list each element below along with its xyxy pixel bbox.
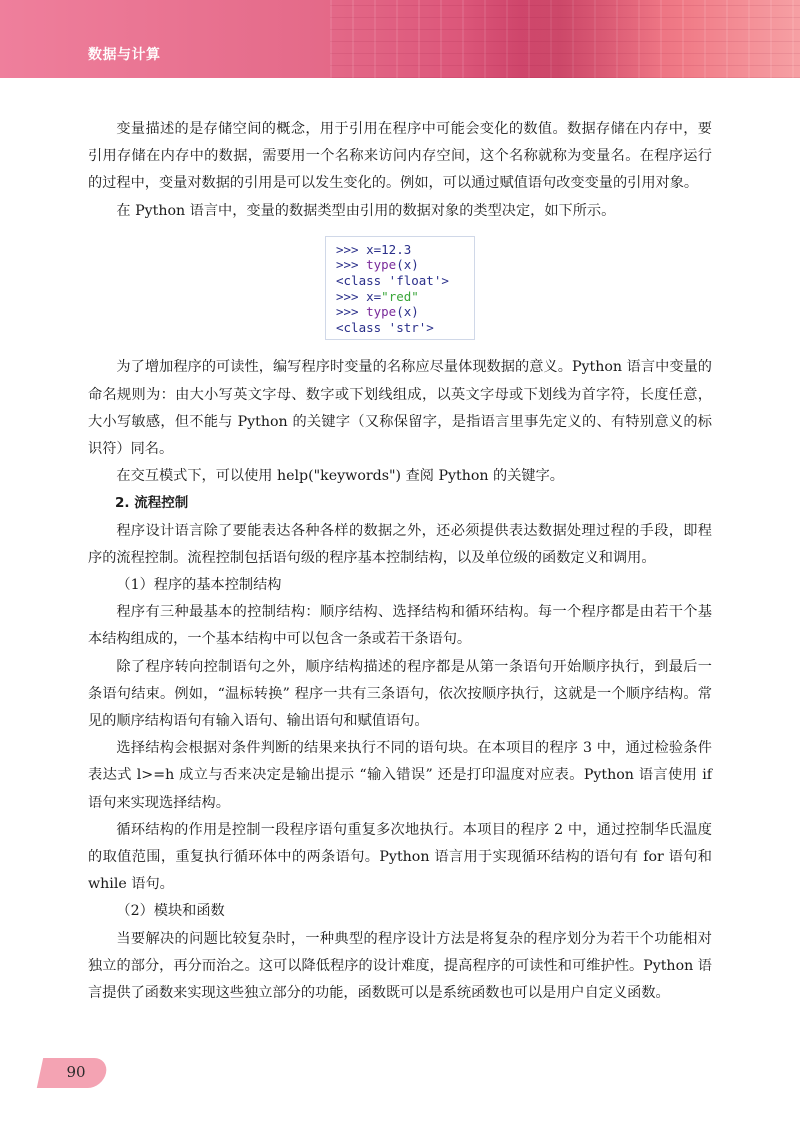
page-number: 90 bbox=[66, 1063, 86, 1081]
paragraph: 程序有三种最基本的控制结构：顺序结构、选择结构和循环结构。每一个程序都是由若干个基本结构组成的，一个基本结构中可以包含一条或若干条语句。 bbox=[88, 604, 712, 648]
paragraph: 除了程序转向控制语句之外，顺序结构描述的程序都是从第一条语句开始顺序执行，到最后一条语句结束。例如，“温标转换” 程序一共有三条语句，依次按顺序执行，这就是一个顺序结构。常见的顺序结构语句有输入语句、输出语句和赋值语句。 bbox=[88, 658, 712, 730]
paragraph: 选择结构会根据对条件判断的结果来执行不同的语句块。在本项目的程序 3 中，通过检验条件表达式 l>=h 成立与否来决定是输出提示 “输入错误” 还是打印温度对应表。Python 语言使用 if 语句来实现选择结构。 bbox=[88, 740, 712, 811]
paragraph: 变量描述的是存储空间的概念，用于引用在程序中可能会变化的数值。数据存储在内存中，要引用存储在内存中的数据，需要用一个名称来访问内存空间，这个名称就称为变量名。在程序运行的过程中，变量对数据的引用是可以发生变化的。例如，可以通过赋值语句改变变量的引用对象。 bbox=[88, 121, 712, 192]
code-line: >>> x="red" bbox=[336, 288, 419, 304]
header-shade bbox=[460, 0, 660, 78]
page-content bbox=[88, 116, 712, 1007]
paragraph: 当要解决的问题比较复杂时，一种典型的程序设计方法是将复杂的程序划分为若干个功能相对独立的部分，再分而治之。这可以降低程序的设计难度，提高程序的可读性和可维护性。Python 语言提供了函数来实现这些独立部分的功能，函数既可以是系统函数也可以是用户自定义函数。 bbox=[88, 930, 712, 1002]
section-heading: 2. 流程控制 bbox=[115, 495, 189, 512]
paragraph: 程序设计语言除了要能表达各种各样的数据之外，还必须提供表达数据处理过程的手段，即程序的流程控制。流程控制包括语句级的程序基本控制结构，以及单位级的函数定义和调用。 bbox=[88, 522, 712, 566]
code-line: <class 'float'> bbox=[336, 273, 449, 288]
code-line: >>> x=12.3 bbox=[336, 241, 412, 257]
paragraph: 循环结构的作用是控制一段程序语句重复多次地执行。本项目的程序 2 中，通过控制华氏温度的取值范围，重复执行循环体中的两条语句。Python 语言用于实现循环结构的语句有 for 语句和 while 语句。 bbox=[88, 821, 712, 893]
code-line: >>> type(x) bbox=[336, 257, 419, 273]
code-example bbox=[325, 236, 475, 341]
subsection-heading: （1）程序的基本控制结构 bbox=[116, 577, 282, 593]
code-line: >>> type(x) bbox=[336, 304, 419, 320]
code-line: <class 'str'> bbox=[336, 319, 434, 335]
page-header bbox=[0, 0, 800, 78]
paragraph: 为了增加程序的可读性，编写程序时变量的名称应尽量体现数据的意义。Python 语言中变量的命名规则为：由大小写英文字母、数字或下划线组成，以英文字母或下划线为首字符，长度任意，大小写敏感，但不能与 Python 的关键字（又称保留字，是指语言里事先定义的、有特别意义的标识符）同名。 bbox=[88, 359, 712, 457]
paragraph: 在 Python 语言中，变量的数据类型由引用的数据对象的类型决定，如下所示。 bbox=[116, 202, 616, 219]
chapter-title: 数据与计算 bbox=[88, 47, 161, 63]
paragraph: 在交互模式下，可以使用 help("keywords") 查阅 Python 的关键字。 bbox=[116, 468, 564, 485]
subsection-heading: （2）模块和函数 bbox=[116, 903, 225, 920]
